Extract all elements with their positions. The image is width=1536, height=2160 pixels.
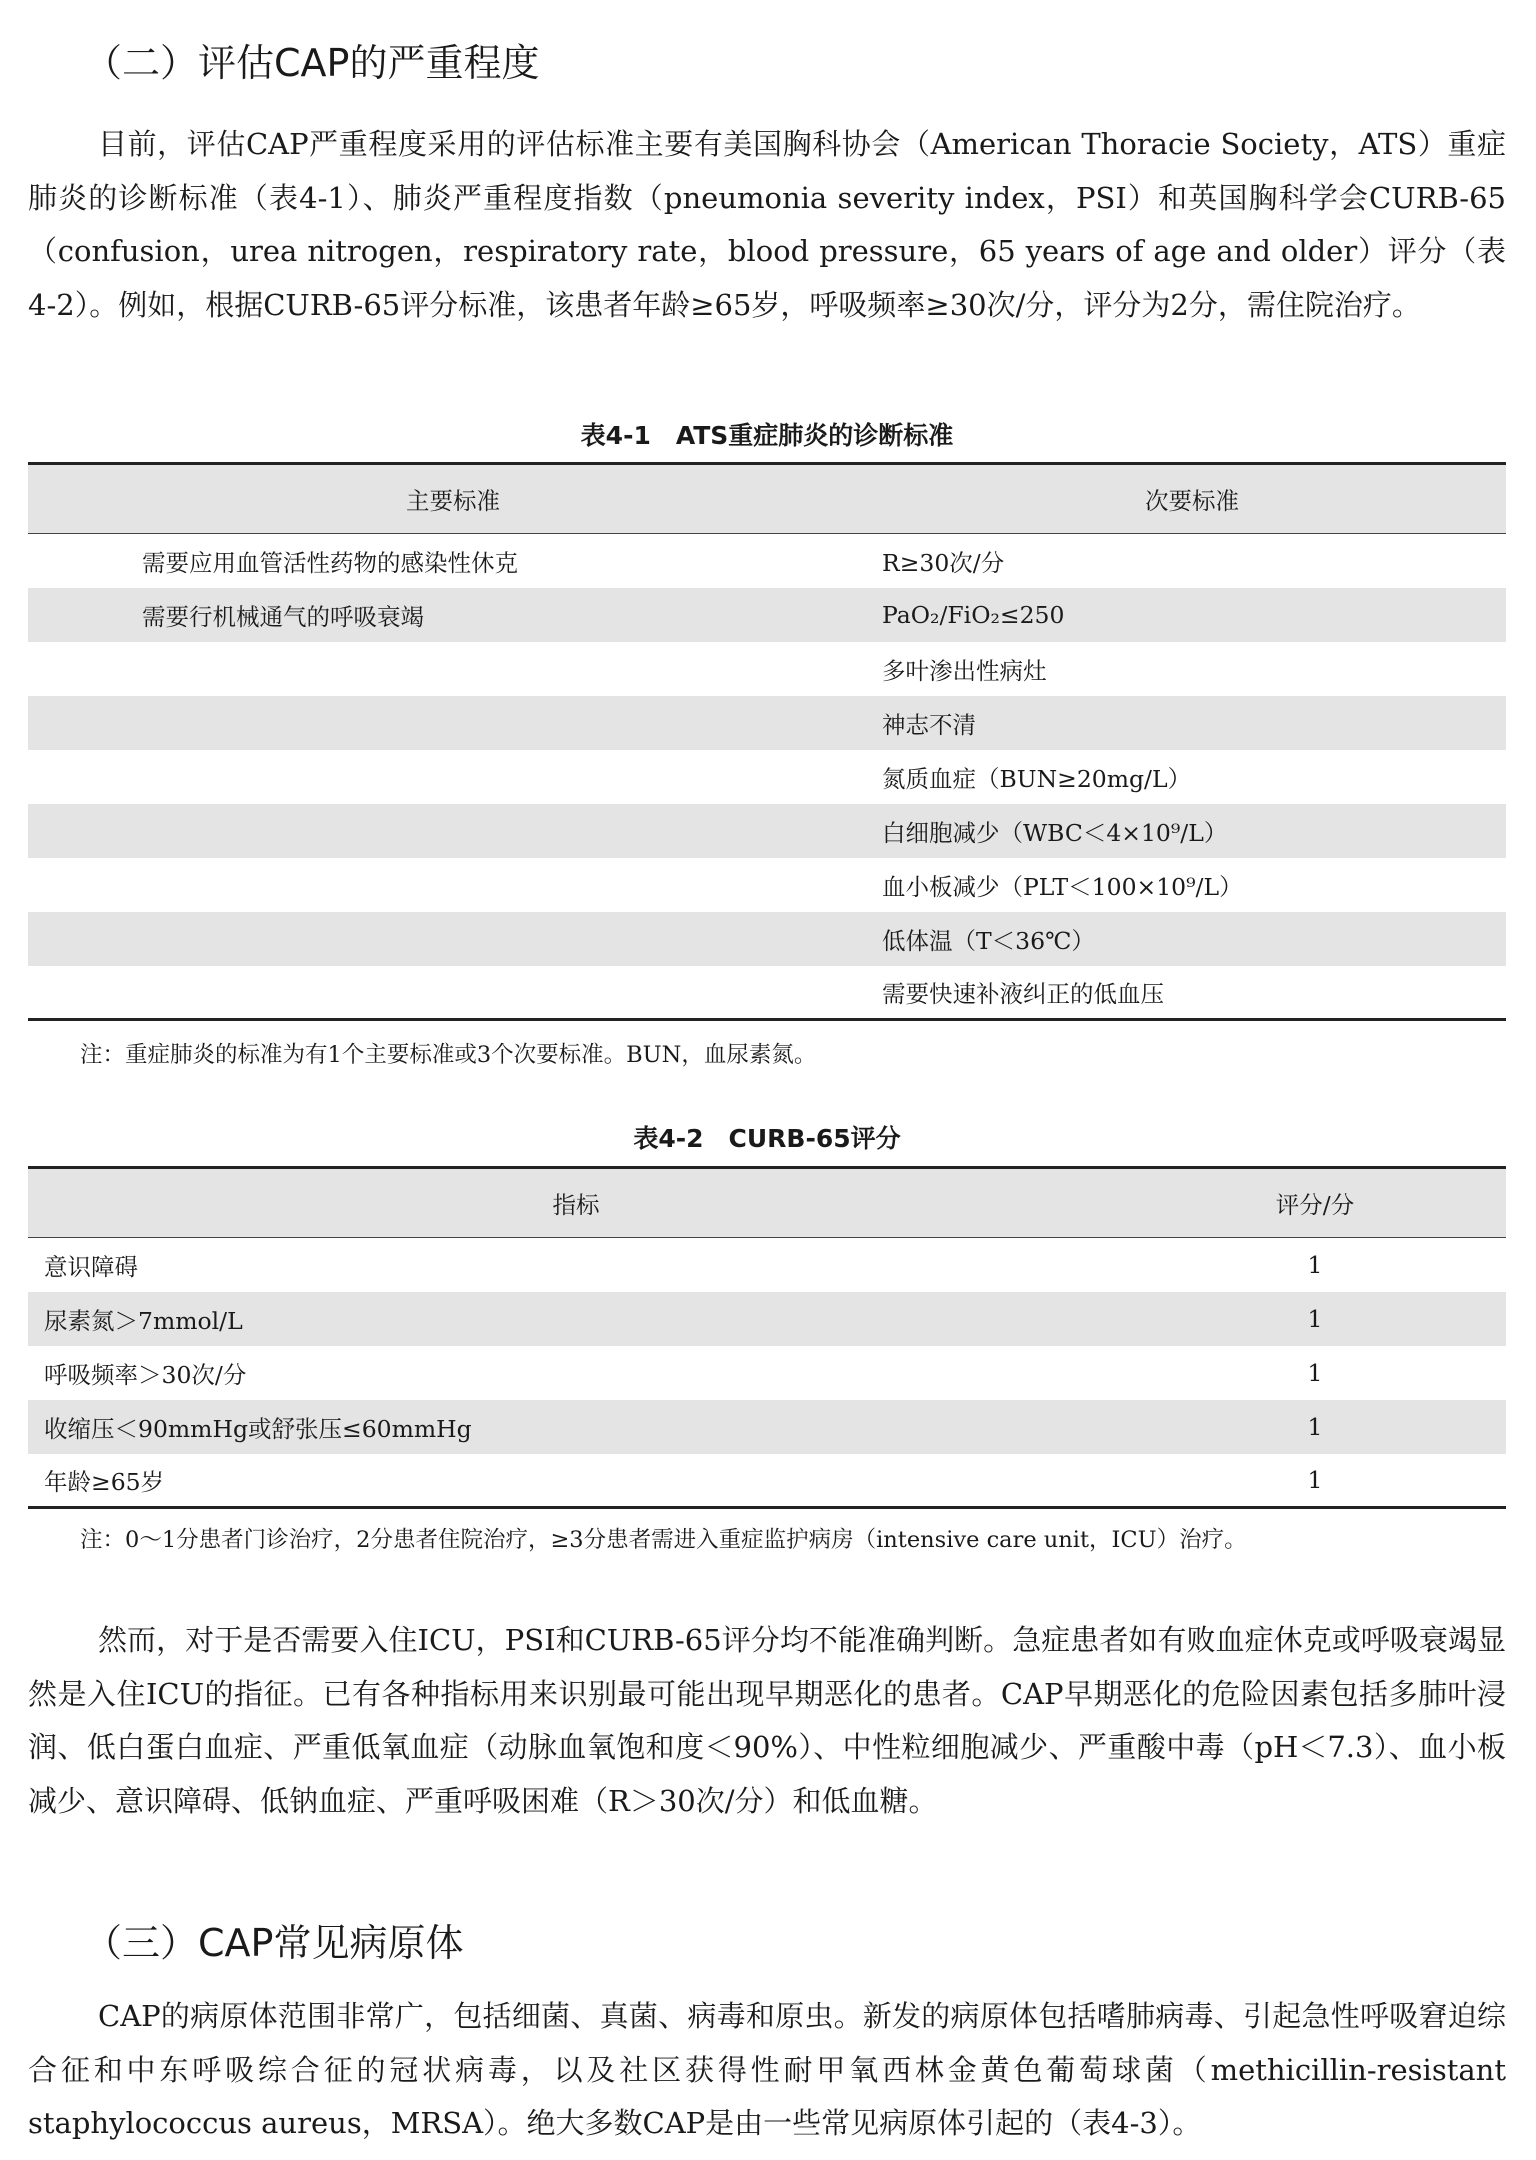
minor-criterion: 血小板减少（PLT＜100×10⁹/L） [882,872,1243,901]
minor-criterion: 多叶渗出性病灶 [882,656,1047,685]
column-header-major: 主要标准 [406,487,500,515]
table-row [28,804,1506,858]
major-criterion [28,966,878,1020]
table-row [28,696,1506,750]
major-criterion [28,750,878,804]
column-header-score: 评分/分 [1275,1191,1355,1219]
table1-note: 注：重症肺炎的标准为有1个主要标准或3个次要标准。BUN，血尿素氮。 [80,1042,817,1068]
score-cell: 1 [1307,1304,1323,1333]
minor-criterion: 白细胞减少（WBC＜4×10⁹/L） [882,818,1228,847]
curb65-table [28,1166,1506,1509]
table-row [28,1454,1506,1508]
minor-criterion: 神志不清 [882,710,976,739]
table-row [28,912,1506,966]
table2-caption: 表4-2 CURB-65评分 [633,1124,901,1153]
major-criterion [28,912,878,966]
score-cell: 1 [1307,1250,1323,1279]
table-row [28,534,1506,588]
column-header-indicator: 指标 [552,1191,600,1219]
table-row [28,1346,1506,1400]
minor-criterion: 需要快速补液纠正的低血压 [882,979,1164,1008]
major-criterion: 需要行机械通气的呼吸衰竭 [142,602,424,631]
table-row [28,858,1506,912]
icu-paragraph: 然而，对于是否需要入住ICU，PSI和CURB-65评分均不能准确判断。急症患者如有败血症休克或呼吸衰竭显然是入住ICU的指征。已有各种指标用来识别最可能出现早期恶化的患者。CAP早期恶化的危险因素包括多肺叶浸润、低白蛋白血症、严重低氧血症（动脉血氧饱和度＜90%）、中性粒细胞减少、严重酸中毒（pH＜7.3）、血小板减少、意识障碍、低钠血症、严重呼吸困难（R＞30次/分）和低血糖。 [28,1623,1506,1818]
major-criterion [28,642,878,696]
table-row [28,642,1506,696]
table-row [28,966,1506,1020]
minor-criterion: 氮质血症（BUN≥20mg/L） [882,764,1192,793]
indicator-cell: 年龄≥65岁 [44,1467,165,1496]
table1-caption: 表4-1 ATS重症肺炎的诊断标准 [580,421,954,450]
minor-criterion: 低体温（T＜36℃） [882,926,1095,955]
table-row [28,588,1506,642]
section-heading-pathogens: （三）CAP常见病原体 [84,1921,464,1965]
table-row [28,750,1506,804]
indicator-cell: 尿素氮＞7mmol/L [44,1306,243,1335]
severity-paragraph: 目前，评估CAP严重程度采用的评估标准主要有美国胸科协会（American Thoracie Society，ATS）重症肺炎的诊断标准（表4-1）、肺炎严重程度指数（pneumonia severity index，PSI）和英国胸科学会CURB-65（confusion，urea nitrogen，respiratory rate，blood pressure，65 years of age and older）评分（表4-2）。例如，根据CURB-65评分标准，该患者年龄≥65岁，呼吸频率≥30次/分，评分为2分，需住院治疗。 [28,127,1506,322]
major-criterion [28,858,878,912]
indicator-cell: 呼吸频率＞30次/分 [44,1360,247,1389]
table-row [28,1400,1506,1454]
indicator-cell: 收缩压＜90mmHg或舒张压≤60mmHg [44,1414,472,1443]
score-cell: 1 [1307,1412,1323,1441]
major-criterion [28,696,878,750]
minor-criterion: PaO₂/FiO₂≤250 [882,600,1065,629]
section-heading-severity: （二）评估CAP的严重程度 [84,41,540,85]
table-row [28,1238,1506,1292]
minor-criterion: R≥30次/分 [882,548,1005,577]
ats-criteria-table [28,462,1506,1021]
table-header-row [28,464,1506,534]
indicator-cell: 意识障碍 [44,1252,138,1281]
major-criterion: 需要应用血管活性药物的感染性休克 [142,548,518,577]
major-criterion [28,804,878,858]
score-cell: 1 [1307,1465,1323,1494]
score-cell: 1 [1307,1358,1323,1387]
table2-note: 注：0～1分患者门诊治疗，2分患者住院治疗，≥3分患者需进入重症监护病房（intensive care unit，ICU）治疗。 [80,1527,1247,1553]
table-row [28,1292,1506,1346]
column-header-minor: 次要标准 [1145,487,1239,515]
table-header-row [28,1168,1506,1238]
pathogens-paragraph: CAP的病原体范围非常广，包括细菌、真菌、病毒和原虫。新发的病原体包括嗜肺病毒、引起急性呼吸窘迫综合征和中东呼吸综合征的冠状病毒，以及社区获得性耐甲氧西林金黄色葡萄球菌（methicillin-resistant staphylococcus aureus，MRSA）。绝大多数CAP是由一些常见病原体引起的（表4-3）。 [28,1999,1506,2141]
